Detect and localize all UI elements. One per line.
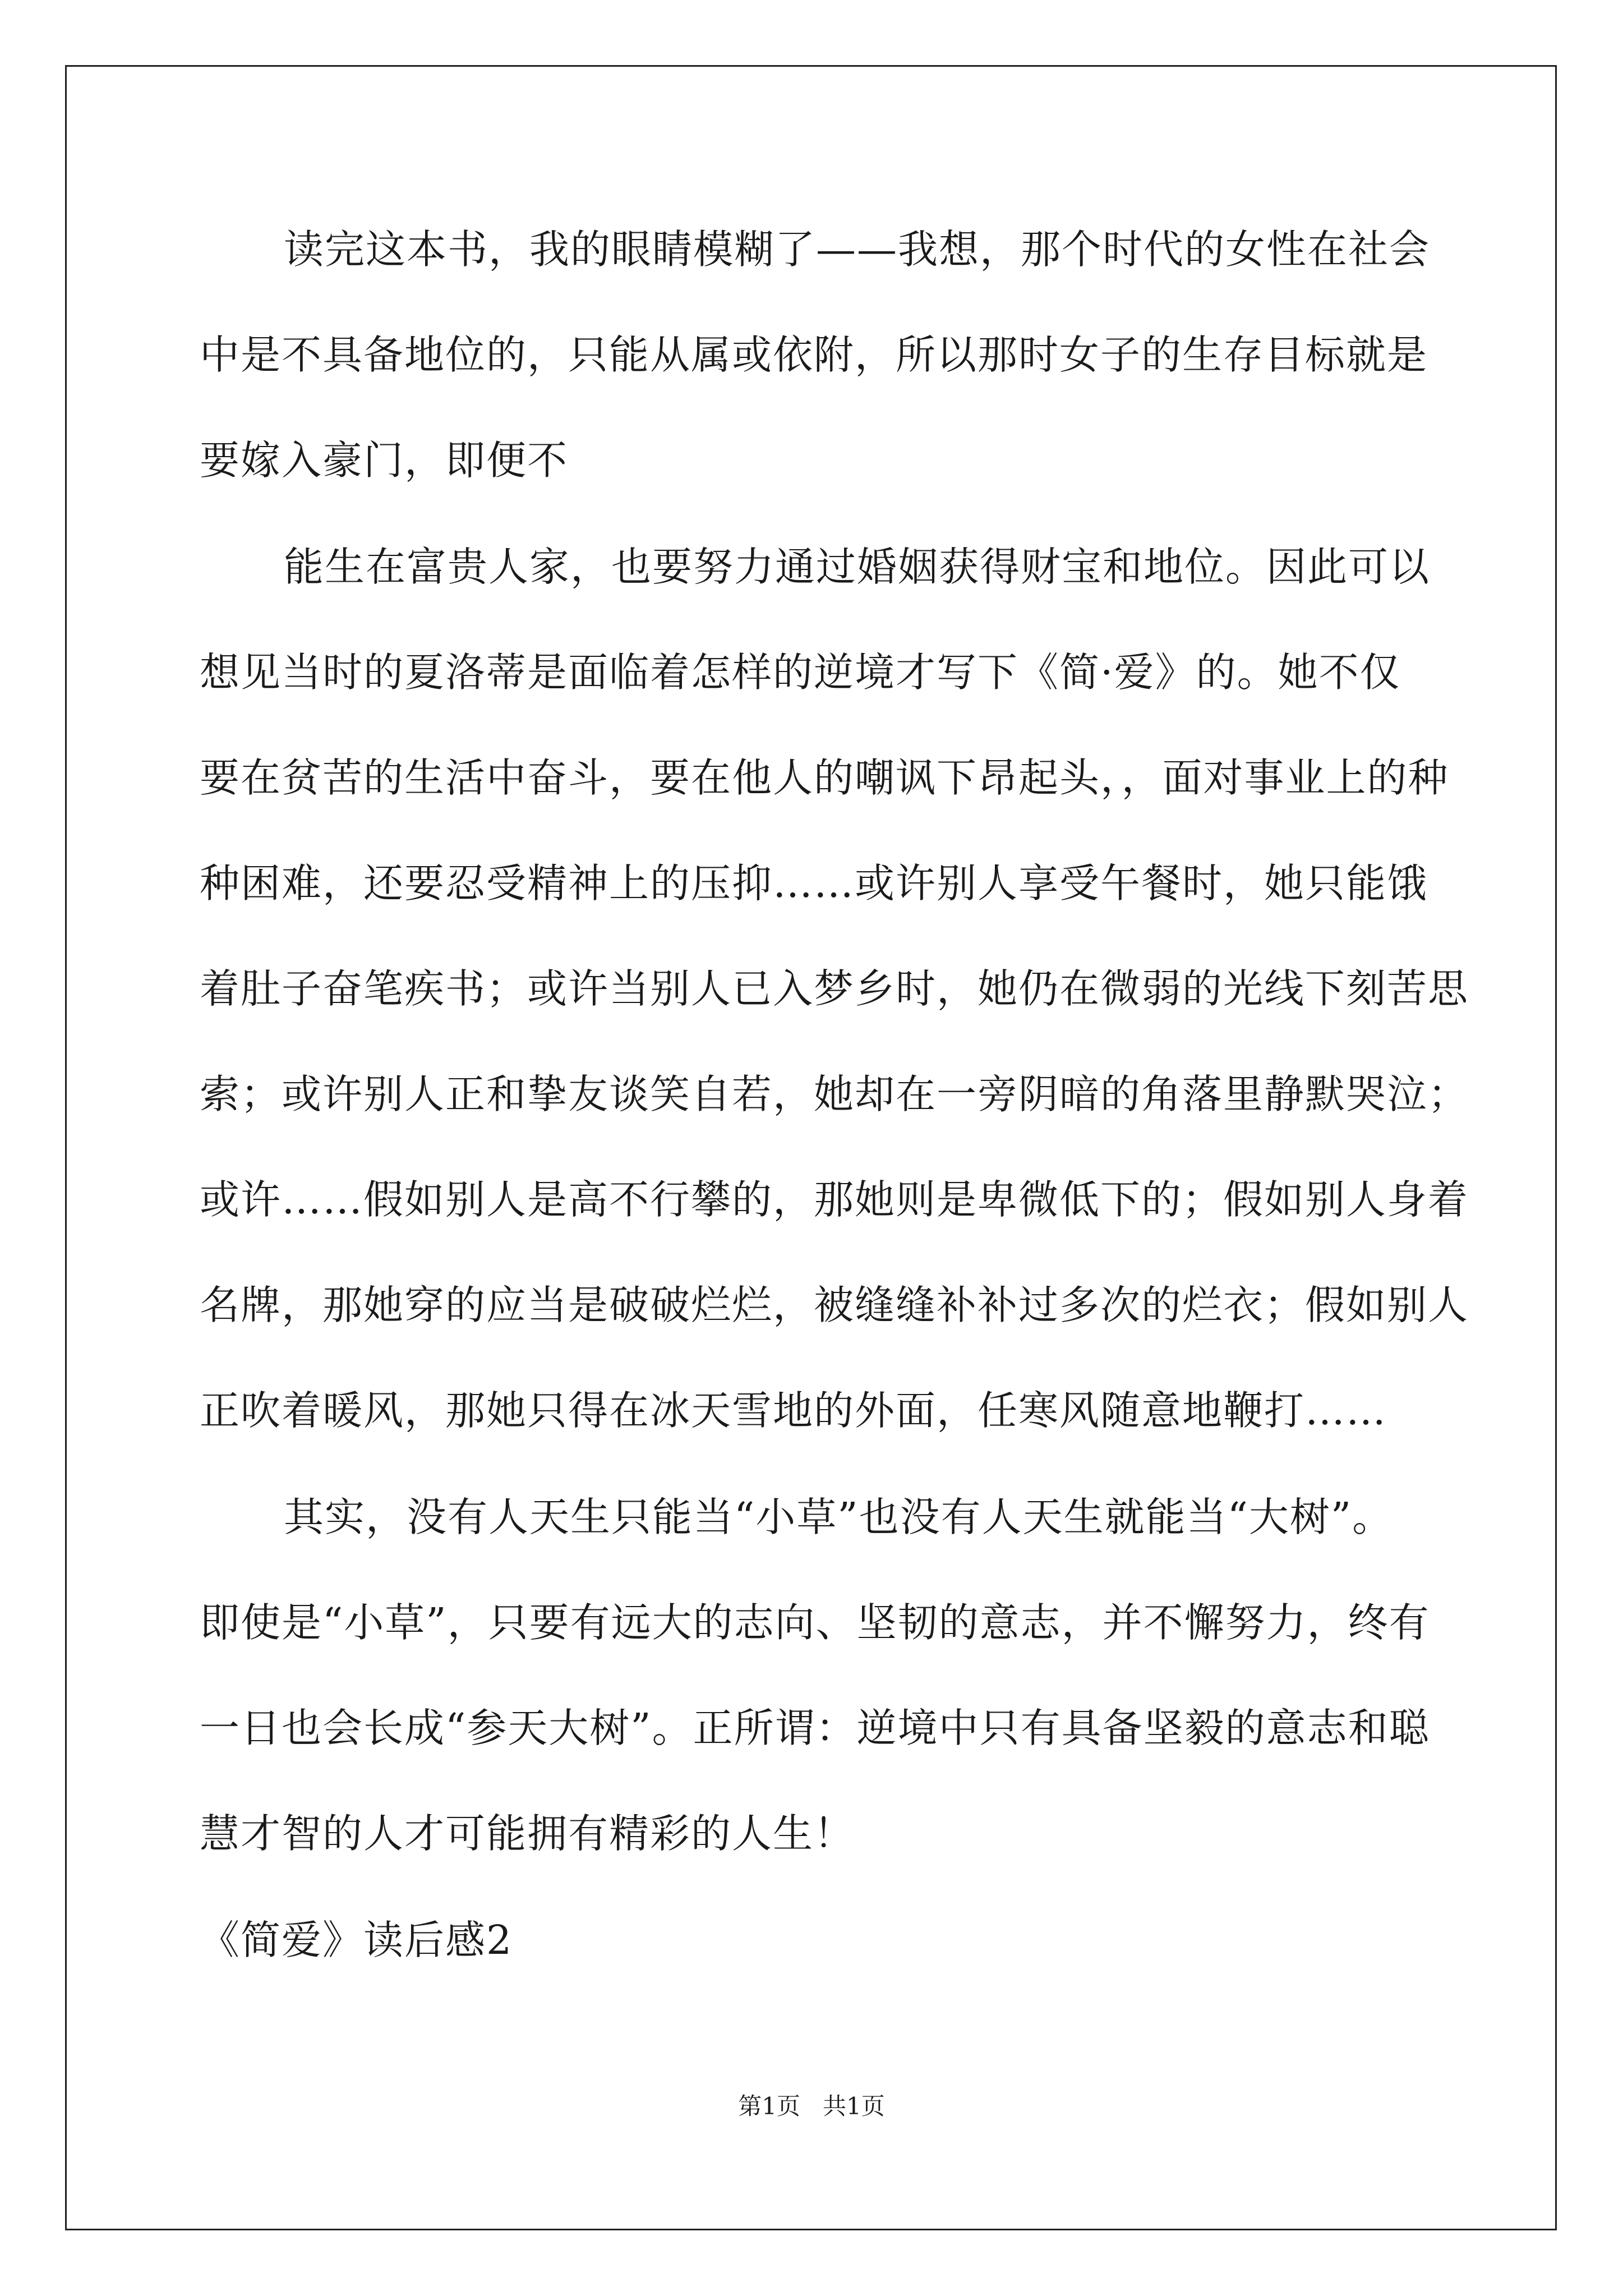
paragraph-2-line-9: 正吹着暖风，那她只得在冰天雪地的外面，任寒风随意地鞭打…… <box>200 1387 1387 1434</box>
paragraph-3-line-2: 即使是“小草”，只要有远大的志向、坚韧的意志，并不懈努力，终有 <box>200 1599 1430 1646</box>
paragraph-2-line-3: 要在贫苦的生活中奋斗，要在他人的嘲讽下昂起头，，面对事业上的种 <box>200 754 1449 801</box>
paragraph-3-line-3: 一日也会长成“参天大树”。正所谓：逆境中只有具备坚毅的意志和聪 <box>200 1705 1430 1751</box>
paragraph-2-line-8: 名牌，那她穿的应当是破破烂烂，被缝缝补补过多次的烂衣；假如别人 <box>200 1282 1469 1328</box>
paragraph-3-line-4: 慧才智的人才可能拥有精彩的人生！ <box>200 1810 855 1857</box>
paragraph-1-line-2: 中是不具备地位的，只能从属或依附，所以那时女子的生存目标就是 <box>200 332 1428 378</box>
paragraph-1-line-1: 读完这本书，我的眼睛模糊了——我想，那个时代的女性在社会 <box>284 226 1431 273</box>
page-border <box>65 65 1557 2230</box>
paragraph-1-line-3: 要嫁入豪门，即便不 <box>200 437 569 484</box>
paragraph-2-line-7: 或许……假如别人是高不行攀的，那她则是卑微低下的；假如别人身着 <box>200 1176 1469 1223</box>
paragraph-2-line-4: 种困难，还要忍受精神上的压抑……或许别人享受午餐时，她只能饿 <box>200 860 1428 907</box>
section-heading: 《简爱》读后感2 <box>200 1917 513 1963</box>
paragraph-2-line-5: 着肚子奋笔疾书；或许当别人已入梦乡时，她仍在微弱的光线下刻苦思 <box>200 965 1469 1012</box>
paragraph-3-line-1: 其实，没有人天生只能当“小草”也没有人天生就能当“大树”。 <box>284 1494 1394 1540</box>
paragraph-2-line-6: 索；或许别人正和挚友谈笑自若，她却在一旁阴暗的角落里静默哭泣； <box>200 1071 1469 1117</box>
paragraph-2-line-2: 想见当时的夏洛蒂是面临着怎样的逆境才写下《简·爱》的。她不仅 <box>200 649 1401 696</box>
paragraph-2-line-1: 能生在富贵人家，也要努力通过婚姻获得财宝和地位。因此可以 <box>284 544 1431 590</box>
page-footer: 第1页 共1页 <box>738 2092 885 2120</box>
